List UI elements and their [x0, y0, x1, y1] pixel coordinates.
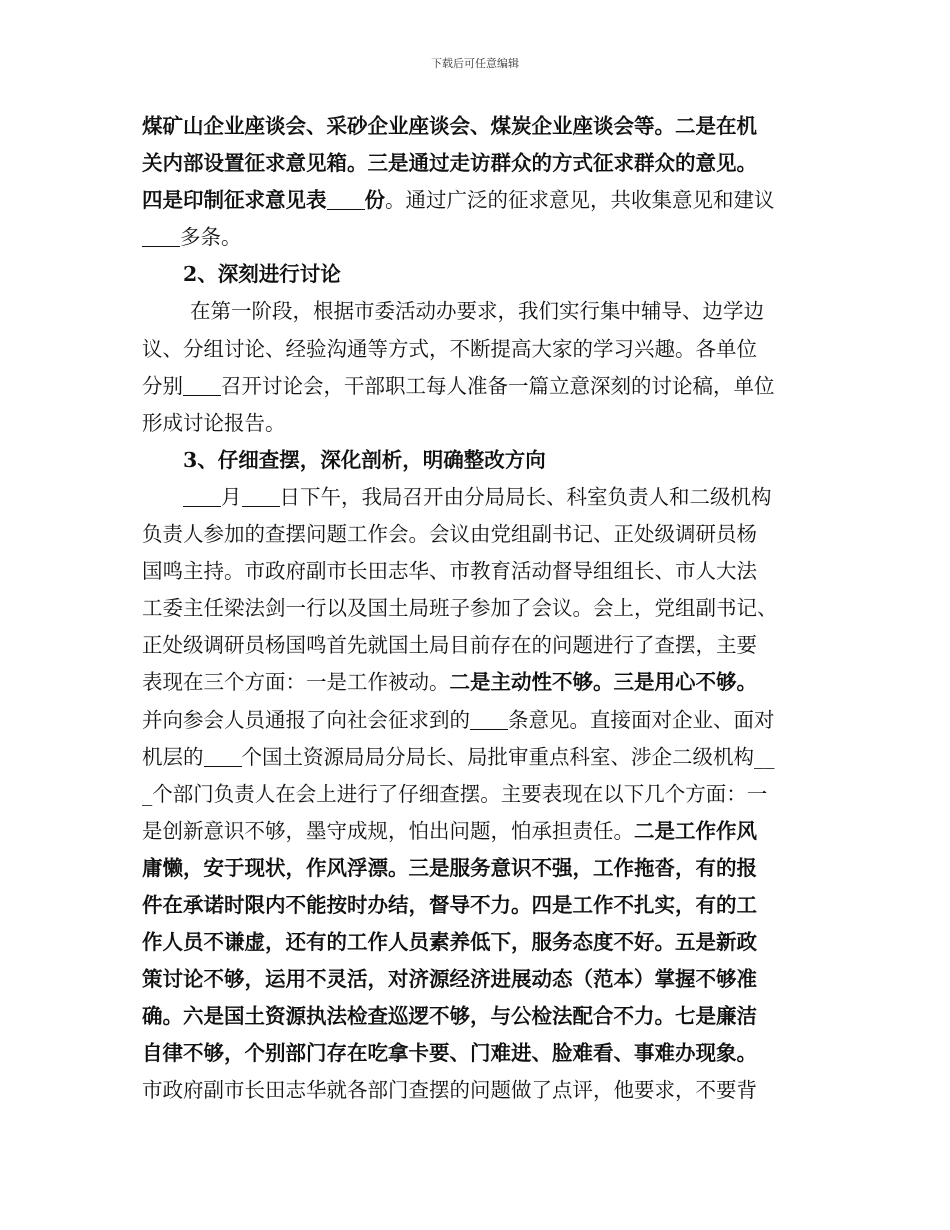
fill-in-blank: [204, 744, 242, 767]
text-line-12: [142, 516, 822, 553]
text-line-21: [142, 850, 822, 887]
text-segment: 多条。: [180, 225, 242, 250]
text-segment: _个部门负责人在会上进行了仔细查摆。主要表现在以下几个方面：一: [142, 781, 768, 806]
text-line-7: [142, 331, 822, 368]
bold-text-segment: 庸懒，安于现状，作风浮漂。: [142, 855, 409, 880]
text-segment: 。通过广泛的征求意见，共收集意见和建议: [385, 188, 775, 213]
text-segment: 机层的: [142, 744, 204, 769]
text-line-1: [142, 108, 822, 145]
text-line-11: [142, 479, 822, 516]
fill-in-blank: [142, 224, 180, 247]
fill-in-blank: [183, 373, 221, 396]
bold-text-segment: 四是印制征求意见表: [142, 188, 327, 213]
text-line-13: [142, 553, 822, 590]
text-line-23: [142, 924, 822, 961]
text-line-8: [142, 368, 822, 405]
text-segment: 日下午，我局召开由分局局长、科室负责人和二级机构: [279, 484, 772, 509]
text-line-2: [142, 145, 822, 182]
bold-text-segment: 关内部设置征求意见箱。三是通过走访群众的方式征求群众的意见。: [142, 151, 757, 176]
text-segment: 在第一阶段，根据市委活动办要求，我们实行集中辅导、边学边: [190, 299, 764, 324]
text-line-4: [142, 219, 822, 256]
text-segment: 月: [221, 484, 242, 509]
bold-text-segment: 确。六是国土资源执法检查巡逻不够，与公检法配合不力。七是廉洁: [142, 1004, 757, 1029]
text-segment: 国鸣主持。市政府副市长田志华、市教育活动督导组组长、市人大法: [142, 559, 757, 584]
fill-in-blank: [183, 484, 221, 507]
fill-in-blank: [242, 484, 280, 507]
text-line-20: [142, 813, 822, 850]
fill-in-blank: [470, 707, 508, 730]
text-line-10: [142, 442, 822, 479]
bold-text-segment: 自律不够，个别部门存在吃拿卡要、门难进、脸难看、事难办现象。: [142, 1041, 757, 1066]
text-line-25: [142, 998, 822, 1035]
document-body: [142, 108, 822, 1110]
bold-text-segment: 作人员不谦虚，还有的工作人员素养低下，服务态度不好。五是新政: [142, 930, 757, 955]
bold-text-segment: 三是服务意识不强，工作拖沓，有的报: [408, 855, 757, 880]
text-line-15: [142, 627, 822, 664]
page-header: 下载后可任意编辑: [431, 57, 519, 70]
text-segment: 召开讨论会，干部职工每人准备一篇立意深刻的讨论稿，单位: [221, 373, 775, 398]
bold-text-segment: 二是主动性不够。三是用心不够。: [449, 670, 757, 695]
text-segment: 是创新意识不够，墨守成规，怕出问题，怕承担责任。: [142, 818, 634, 843]
text-segment: 市政府副市长田志华就各部门查摆的问题做了点评，他要求，不要背: [142, 1078, 757, 1103]
text-line-19: [142, 776, 822, 813]
text-segment: 议、分组讨论、经验沟通等方式，不断提高大家的学习兴趣。各单位: [142, 336, 757, 361]
text-segment: 正处级调研员杨国鸣首先就国土局目前存在的问题进行了查摆，主要: [142, 633, 757, 658]
bold-text-segment: 二是工作作风: [634, 818, 757, 843]
fill-in-blank: [327, 187, 365, 210]
text-segment: 负责人参加的查摆问题工作会。会议由党组副书记、正处级调研员杨: [142, 522, 757, 547]
text-line-27: [142, 1072, 822, 1109]
text-line-17: [142, 702, 822, 739]
text-line-24: [142, 961, 822, 998]
bold-text-segment: 策讨论不够，运用不灵活，对济源经济进展动态（范本）掌握不够准: [142, 967, 757, 992]
text-segment: 并向参会人员通报了向社会征求到的: [142, 707, 470, 732]
text-line-26: [142, 1035, 822, 1072]
text-segment: 工委主任梁法剑一行以及国土局班子参加了会议。会上，党组副书记、: [142, 596, 778, 621]
text-segment: 形成讨论报告。: [142, 410, 286, 435]
text-line-9: [142, 405, 822, 442]
bold-text-segment: 3、仔细查摆，深化剖析，明确整改方向: [183, 447, 546, 472]
text-line-3: [142, 182, 822, 219]
bold-text-segment: 2、深刻进行讨论: [183, 262, 341, 287]
text-line-6: [142, 293, 822, 330]
text-line-14: [142, 590, 822, 627]
text-line-18: [142, 739, 822, 776]
text-segment: 分别: [142, 373, 183, 398]
bold-text-segment: 份: [364, 188, 385, 213]
bold-text-segment: 煤矿山企业座谈会、采砂企业座谈会、煤炭企业座谈会等。二是在机: [142, 114, 757, 138]
text-line-22: [142, 887, 822, 924]
bold-text-segment: 件在承诺时限内不能按时办结，督导不力。四是工作不扎实，有的工: [142, 892, 757, 917]
text-line-5: [142, 256, 822, 293]
text-segment: 个国土资源局局分局长、局批审重点科室、涉企二级机构__: [241, 744, 775, 769]
text-segment: 表现在三个方面：一是工作被动。: [142, 670, 450, 695]
text-segment: 条意见。直接面对企业、面对: [508, 707, 775, 732]
text-line-16: [142, 664, 822, 701]
